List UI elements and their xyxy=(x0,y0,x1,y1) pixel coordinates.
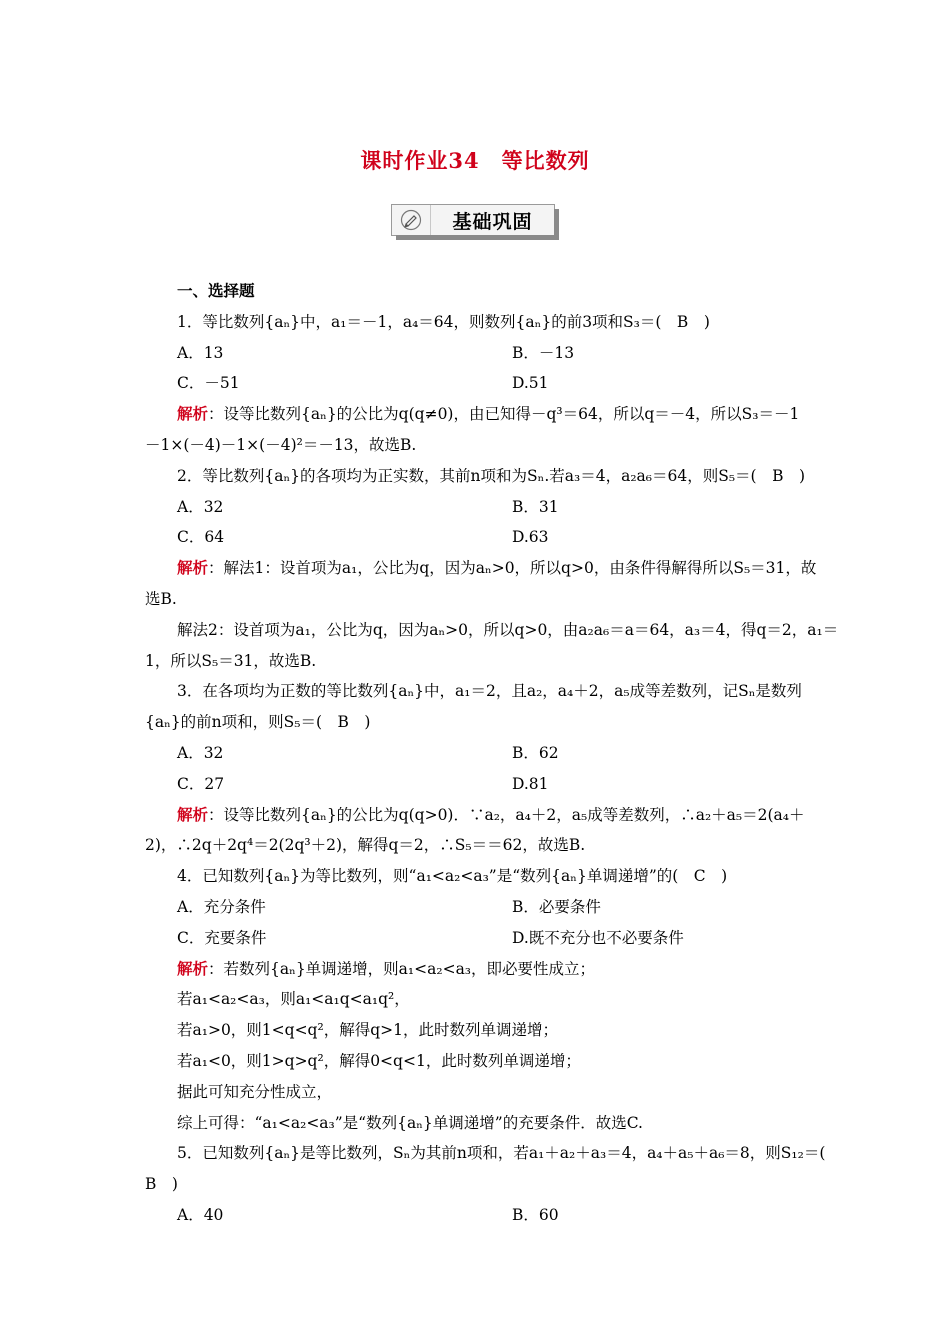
solution-4-line-3: 若a₁>0，则1<q<q²，解得q>1，此时数列单调递增； xyxy=(177,1021,558,1040)
option-b: B．60 xyxy=(512,1205,559,1224)
question-1-stem: 1．等比数列{aₙ}中，a₁＝－1，a₄＝64，则数列{aₙ}的前3项和S₃＝( B ) xyxy=(177,312,710,331)
solution-1-line-2: －1×(－4)－1×(－4)²＝－13，故选B. xyxy=(145,435,417,454)
option-a: A．32 xyxy=(177,497,224,516)
solution-label: 解析 xyxy=(177,404,209,424)
pencil-icon xyxy=(392,205,431,235)
question-4-options-cd xyxy=(145,923,810,954)
option-b: B．62 xyxy=(512,743,559,762)
solution-4-line-4: 若a₁<0，则1>q>q²，解得0<q<1，此时数列单调递增； xyxy=(177,1051,581,1070)
option-b: B．必要条件 xyxy=(512,897,601,916)
solution-2-line-4: 1，所以S₅＝31，故选B. xyxy=(145,651,317,670)
question-3-stem-1: 3．在各项均为正数的等比数列{aₙ}中，a₁＝2，且a₂，a₄＋2，a₅成等差数列，记Sₙ是数列 xyxy=(177,682,802,701)
document-body xyxy=(145,276,839,1231)
option-c: C．充要条件 xyxy=(177,928,267,947)
option-d: D.81 xyxy=(512,774,549,793)
question-2-options-cd xyxy=(145,522,810,553)
option-a: A．充分条件 xyxy=(177,897,266,916)
question-5-stem-2: B ) xyxy=(145,1175,178,1194)
section-badge xyxy=(391,204,555,236)
question-2-stem: 2．等比数列{aₙ}的各项均为正实数，其前n项和为Sₙ.若a₃＝4，a₂a₆＝64，则S₅＝( B ) xyxy=(177,466,806,485)
option-d: D.63 xyxy=(512,528,549,547)
question-4-options-ab xyxy=(145,892,810,923)
solution-1-line-1: 解析：设等比数列{aₙ}的公比为q(q≠0)，由已知得－q³＝64，所以q＝－4，所以S₃＝－1 xyxy=(177,404,800,424)
question-1-options-ab xyxy=(145,338,810,369)
solution-2-line-3: 解法2：设首项为a₁，公比为q，因为aₙ>0，所以q>0，由a₂a₆＝a＝64，a₃＝4，得q＝2，a₁＝ xyxy=(177,620,839,639)
solution-label: 解析 xyxy=(177,558,209,578)
option-b: B．31 xyxy=(512,497,559,516)
option-d: D.既不充分也不必要条件 xyxy=(512,928,684,947)
solution-label: 解析 xyxy=(177,804,209,824)
solution-4-line-2: 若a₁<a₂<a₃，则a₁<a₁q<a₁q²， xyxy=(177,990,410,1009)
solution-3-line-1: 解析：设等比数列{aₙ}的公比为q(q>0)．∵a₂，a₄＋2，a₅成等差数列，∴a₂＋a₅＝2(a₄＋ xyxy=(177,804,805,824)
option-a: A．13 xyxy=(177,343,224,362)
option-a: A．40 xyxy=(177,1205,224,1224)
solution-2-line-2: 选B. xyxy=(145,589,177,608)
question-5-options-ab xyxy=(145,1200,810,1231)
option-c: C．－51 xyxy=(177,374,240,393)
solution-2-line-1: 解析：解法1：设首项为a₁，公比为q，因为aₙ>0，所以q>0，由条件得解得所以S₅＝31，故 xyxy=(177,558,817,578)
option-b: B．－13 xyxy=(512,343,575,362)
question-2-options-ab xyxy=(145,492,810,523)
question-1-options-cd xyxy=(145,368,810,399)
question-3-stem-2: {aₙ}的前n项和，则S₅＝( B ) xyxy=(145,713,371,732)
option-a: A．32 xyxy=(177,743,224,762)
option-c: C．27 xyxy=(177,774,225,793)
page-title: 课时作业34 等比数列 xyxy=(360,148,590,173)
badge-label: 基础巩固 xyxy=(452,210,533,233)
question-3-options-ab xyxy=(145,738,810,769)
solution-4-line-5: 据此可知充分性成立， xyxy=(177,1082,333,1101)
question-4-stem: 4．已知数列{aₙ}为等比数列，则“a₁<a₂<a₃”是“数列{aₙ}单调递增”的( C ) xyxy=(177,867,728,886)
solution-4-line-1: 解析：若数列{aₙ}单调递增，则a₁<a₂<a₃，即必要性成立； xyxy=(177,958,596,978)
solution-label: 解析 xyxy=(177,958,209,978)
question-3-options-cd xyxy=(145,769,810,800)
solution-4-line-6: 综上可得：“a₁<a₂<a₃”是“数列{aₙ}单调递增”的充要条件．故选C. xyxy=(177,1113,643,1132)
option-d: D.51 xyxy=(512,374,549,393)
option-c: C．64 xyxy=(177,528,225,547)
solution-3-line-2: 2)，∴2q＋2q⁴＝2(2q³＋2)，解得q＝2，∴S₅＝＝62，故选B. xyxy=(145,836,586,855)
question-5-stem-1: 5．已知数列{aₙ}是等比数列，Sₙ为其前n项和，若a₁＋a₂＋a₃＝4，a₄＋a₅＋a₆＝8，则S₁₂＝( xyxy=(177,1144,826,1163)
section-heading: 一、选择题 xyxy=(177,281,255,300)
